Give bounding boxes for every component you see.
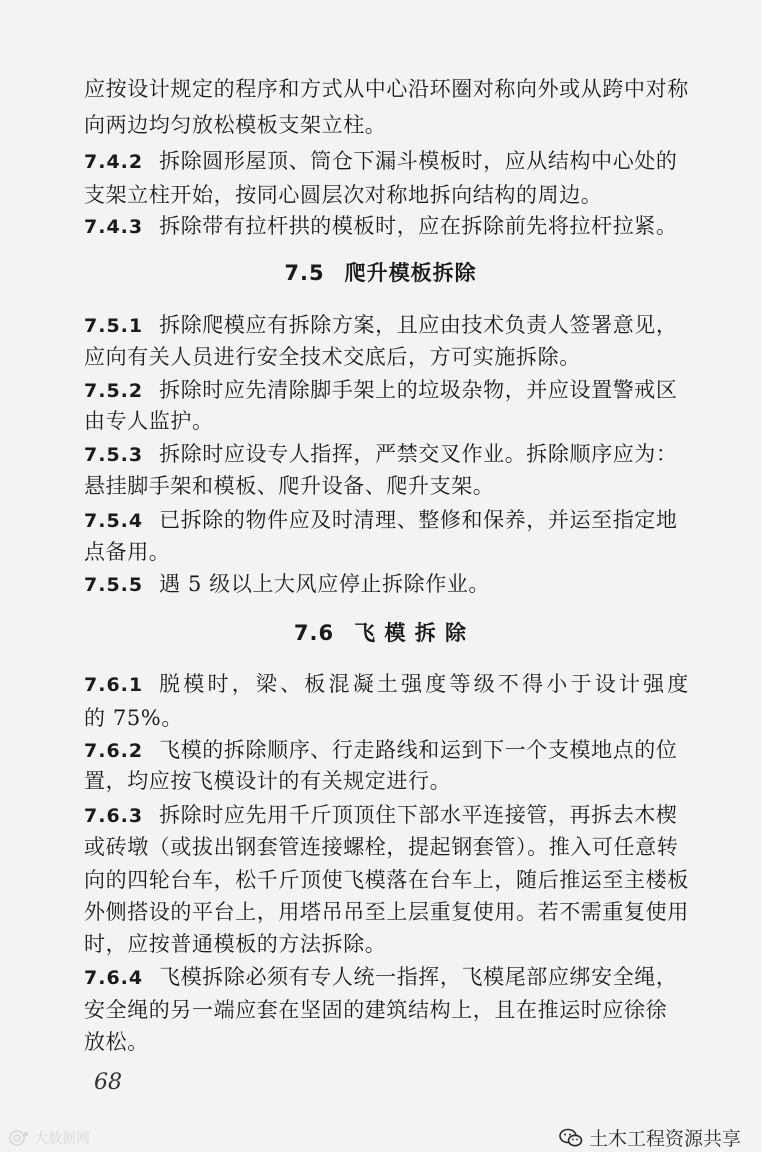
clause-7-5-4 (84, 504, 704, 537)
line-text: 置，均应按飞模设计的有关规定进行。 (84, 769, 452, 793)
clause-number: 7.6.4 (84, 967, 144, 989)
clause-number: 7.6.2 (84, 740, 144, 762)
paragraph-line (84, 341, 704, 373)
paragraph-line (84, 864, 704, 896)
line-text: 应按设计规定的程序和方式从中心沿环圈对称向外或从跨中对称 (84, 77, 689, 101)
camera-icon (8, 1129, 30, 1147)
line-text: 点备用。 (84, 540, 171, 564)
line-text: 或砖墩（或拔出钢套管连接螺栓，提起钢套管）。推入可任意转 (84, 835, 679, 859)
clause-number: 7.4.2 (84, 151, 144, 173)
section-heading-7-6 (0, 617, 761, 649)
section-number: 7.6 (293, 621, 335, 645)
paragraph-line (84, 405, 704, 437)
clause-7-5-3 (84, 438, 704, 471)
line-text: 应向有关人员进行安全技术交底后，方可实施拆除。 (84, 345, 581, 369)
line-text: 向的四轮台车，松千斤顶使飞模落在台车上，随后推运至主楼板 (84, 868, 689, 892)
clause-number: 7.6.3 (84, 805, 144, 827)
clause-7-6-4 (84, 961, 704, 994)
clause-number: 7.5.1 (84, 315, 144, 337)
clause-number: 7.5.3 (84, 444, 144, 466)
watermark-text: 大数据网 (34, 1131, 90, 1147)
line-text: 飞模拆除必须有专人统一指挥，飞模尾部应绑安全绳， (159, 965, 678, 989)
clause-7-6-1 (84, 668, 704, 701)
corner-watermark (8, 1128, 90, 1148)
clause-7-4-2 (84, 145, 704, 178)
line-text: 悬挂脚手架和模板、爬升设备、爬升支架。 (84, 474, 495, 498)
line-text: 拆除爬模应有拆除方案，且应由技术负责人签署意见， (159, 313, 678, 337)
paragraph-line (84, 73, 704, 105)
clause-7-6-3 (84, 799, 704, 832)
line-text: 支架立柱开始，按同心圆层次对称地拆向结构的周边。 (84, 183, 603, 207)
paragraph-line (84, 1026, 704, 1058)
line-text: 安全绳的另一端应套在坚固的建筑结构上，且在推运时应徐徐 (84, 998, 668, 1022)
paragraph-line (84, 702, 704, 734)
paragraph-line (84, 536, 704, 568)
clause-7-5-5 (84, 568, 704, 601)
line-text: 拆除时应先用千斤顶顶住下部水平连接管，再拆去木楔 (159, 803, 678, 827)
section-heading-7-5 (0, 257, 761, 289)
paragraph-line (84, 831, 704, 863)
paragraph-line (84, 470, 704, 502)
paragraph-line (84, 179, 704, 211)
watermark-text: 土木工程资源共享 (588, 1128, 741, 1150)
section-title: 爬升模板拆除 (344, 261, 477, 285)
paragraph-line (84, 994, 704, 1026)
line-text: 飞模的拆除顺序、行走路线和运到下一个支模地点的位 (159, 738, 678, 762)
wechat-watermark (559, 1124, 741, 1151)
paragraph-line (84, 896, 704, 928)
line-text: 时，应按普通模板的方法拆除。 (84, 932, 387, 956)
clause-number: 7.5.2 (84, 380, 144, 402)
line-text: 的 75%。 (84, 706, 183, 730)
line-text: 向两边均匀放松模板支架立柱。 (84, 113, 387, 137)
clause-number: 7.5.5 (84, 574, 144, 596)
line-text: 放松。 (84, 1030, 149, 1054)
paragraph-line (84, 928, 704, 960)
paragraph-line (84, 765, 704, 797)
line-text: 拆除圆形屋顶、筒仓下漏斗模板时，应从结构中心处的 (159, 149, 678, 173)
line-text: 已拆除的物件应及时清理、整修和保养，并运至指定地 (159, 508, 678, 532)
line-text: 拆除带有拉杆拱的模板时，应在拆除前先将拉杆拉紧。 (159, 214, 678, 238)
line-text: 由专人监护。 (84, 409, 214, 433)
clause-number: 7.4.3 (84, 216, 144, 238)
clause-number: 7.5.4 (84, 510, 144, 532)
wechat-icon (559, 1128, 583, 1148)
section-number: 7.5 (284, 261, 325, 285)
line-text: 外侧搭设的平台上，用塔吊吊至上层重复使用。若不需重复使用 (84, 900, 689, 924)
line-text: 拆除时应设专人指挥，严禁交叉作业。拆除顺序应为： (159, 442, 678, 466)
clause-7-6-2 (84, 734, 704, 767)
clause-number: 7.6.1 (84, 674, 144, 696)
line-text: 遇 5 级以上大风应停止拆除作业。 (159, 572, 491, 596)
section-title: 飞 模 拆 除 (354, 621, 468, 645)
line-text: 脱模时，梁、板混凝土强度等级不得小于设计强度 (159, 672, 692, 696)
clause-7-4-3 (84, 210, 704, 243)
line-text: 拆除时应先清除脚手架上的垃圾杂物，并应设置警戒区 (159, 378, 678, 402)
clause-7-5-1 (84, 309, 704, 342)
clause-7-5-2 (84, 374, 704, 407)
page-number: 68 (94, 1070, 122, 1095)
paragraph-line (84, 109, 704, 141)
